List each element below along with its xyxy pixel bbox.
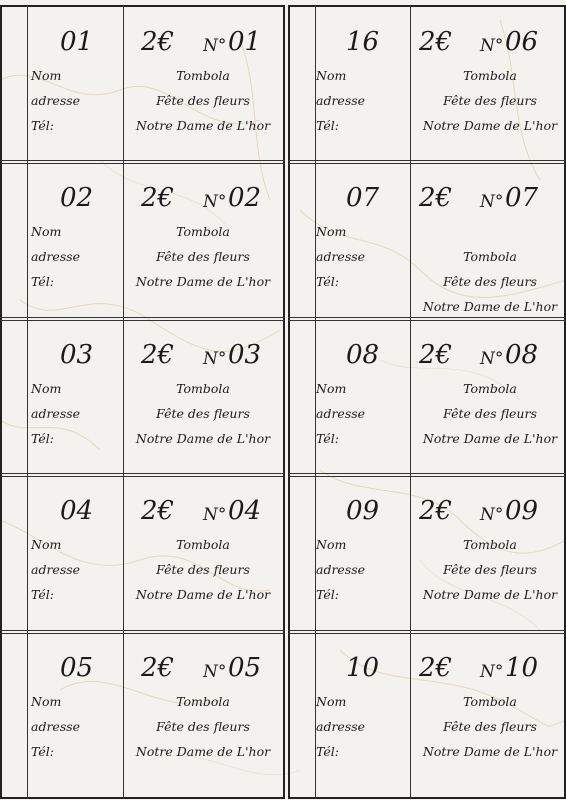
- row-divider-line: [0, 476, 285, 477]
- stub-separator-line: [27, 5, 28, 799]
- name-field-label: Nom: [31, 694, 62, 709]
- phone-field-label: Tél:: [31, 431, 54, 446]
- event-name: Fête des fleurs: [443, 719, 537, 734]
- address-field-label: adresse: [31, 249, 81, 264]
- phone-field-label: Tél:: [31, 274, 54, 289]
- number-sign: N°: [203, 36, 227, 56]
- ticket-separator-line: [410, 5, 411, 799]
- number-sign: N°: [480, 349, 504, 369]
- ticket-number: 01: [228, 27, 262, 57]
- address-field-label: adresse: [31, 93, 81, 108]
- address-field-label: adresse: [31, 562, 81, 577]
- row-divider-line: [288, 163, 566, 164]
- number-sign: N°: [203, 349, 227, 369]
- row-divider-line: [288, 317, 566, 318]
- venue-name: Notre Dame de L'hor: [135, 431, 271, 446]
- ticket-number: 09: [505, 496, 539, 526]
- event-name: Fête des fleurs: [443, 93, 537, 108]
- stub-number: 05: [60, 653, 94, 683]
- name-field-label: Nom: [316, 381, 347, 396]
- row-divider-line: [288, 473, 566, 474]
- name-field-label: Nom: [316, 68, 347, 83]
- address-field-label: adresse: [316, 562, 366, 577]
- row-divider-line: [288, 476, 566, 477]
- stub-number: 04: [60, 496, 94, 526]
- ticket-price: 2€: [141, 183, 175, 213]
- venue-name: Notre Dame de L'hor: [422, 118, 558, 133]
- event-name: Fête des fleurs: [443, 406, 537, 421]
- number-sign: N°: [480, 505, 504, 525]
- venue-name: Notre Dame de L'hor: [422, 431, 558, 446]
- event-name: Fête des fleurs: [156, 406, 250, 421]
- ticket-price: 2€: [419, 27, 453, 57]
- venue-name: Notre Dame de L'hor: [422, 744, 558, 759]
- tombola-label: Tombola: [463, 537, 517, 552]
- stub-number: 10: [346, 653, 380, 683]
- ticket-separator-line: [123, 5, 124, 799]
- row-divider-line: [288, 320, 566, 321]
- ticket-price: 2€: [419, 183, 453, 213]
- tombola-label: Tombola: [176, 537, 230, 552]
- row-divider-line: [288, 633, 566, 634]
- address-field-label: adresse: [316, 93, 366, 108]
- number-sign: N°: [203, 192, 227, 212]
- phone-field-label: Tél:: [31, 587, 54, 602]
- ticket-price: 2€: [419, 340, 453, 370]
- event-name: Fête des fleurs: [443, 562, 537, 577]
- number-sign: N°: [203, 505, 227, 525]
- row-divider-line: [0, 320, 285, 321]
- tombola-label: Tombola: [176, 381, 230, 396]
- event-name: Fête des fleurs: [156, 562, 250, 577]
- address-field-label: adresse: [316, 406, 366, 421]
- event-name: Fête des fleurs: [156, 93, 250, 108]
- name-field-label: Nom: [316, 224, 347, 239]
- stub-number: 09: [346, 496, 380, 526]
- address-field-label: adresse: [31, 719, 81, 734]
- row-divider-line: [288, 630, 566, 631]
- row-divider-line: [0, 163, 285, 164]
- name-field-label: Nom: [31, 537, 62, 552]
- row-divider-line: [288, 160, 566, 161]
- ticket-price: 2€: [419, 653, 453, 683]
- address-field-label: adresse: [316, 249, 366, 264]
- phone-field-label: Tél:: [316, 274, 339, 289]
- tombola-label: Tombola: [463, 694, 517, 709]
- venue-name: Notre Dame de L'hor: [135, 274, 271, 289]
- venue-name: Notre Dame de L'hor: [135, 587, 271, 602]
- ticket-number: 06: [505, 27, 539, 57]
- phone-field-label: Tél:: [316, 587, 339, 602]
- stub-number: 16: [346, 27, 380, 57]
- stub-number: 08: [346, 340, 380, 370]
- number-sign: N°: [480, 192, 504, 212]
- ticket-price: 2€: [141, 27, 175, 57]
- phone-field-label: Tél:: [31, 744, 54, 759]
- stub-number: 02: [60, 183, 94, 213]
- number-sign: N°: [480, 662, 504, 682]
- address-field-label: adresse: [316, 719, 366, 734]
- tombola-label: Tombola: [176, 224, 230, 239]
- number-sign: N°: [203, 662, 227, 682]
- name-field-label: Nom: [316, 537, 347, 552]
- stub-number: 03: [60, 340, 94, 370]
- number-sign: N°: [480, 36, 504, 56]
- ticket-number: 10: [505, 653, 539, 683]
- ticket-price: 2€: [419, 496, 453, 526]
- event-name: Fête des fleurs: [156, 249, 250, 264]
- tombola-label: Tombola: [176, 694, 230, 709]
- venue-name: Notre Dame de L'hor: [135, 118, 271, 133]
- phone-field-label: Tél:: [316, 431, 339, 446]
- ticket-price: 2€: [141, 653, 175, 683]
- row-divider-line: [0, 317, 285, 318]
- name-field-label: Nom: [31, 381, 62, 396]
- row-divider-line: [0, 630, 285, 631]
- venue-name: Notre Dame de L'hor: [422, 587, 558, 602]
- ticket-number: 08: [505, 340, 539, 370]
- tombola-label: Tombola: [463, 381, 517, 396]
- ticket-number: 07: [505, 183, 539, 213]
- address-field-label: adresse: [31, 406, 81, 421]
- name-field-label: Nom: [31, 68, 62, 83]
- tombola-label: Tombola: [176, 68, 230, 83]
- ticket-number: 04: [228, 496, 262, 526]
- row-divider-line: [0, 473, 285, 474]
- event-name: Fête des fleurs: [443, 274, 537, 289]
- ticket-number: 03: [228, 340, 262, 370]
- tombola-label: Tombola: [463, 249, 517, 264]
- phone-field-label: Tél:: [316, 118, 339, 133]
- ticket-number: 05: [228, 653, 262, 683]
- ticket-price: 2€: [141, 496, 175, 526]
- row-divider-line: [0, 160, 285, 161]
- stub-number: 01: [60, 27, 94, 57]
- phone-field-label: Tél:: [316, 744, 339, 759]
- phone-field-label: Tél:: [31, 118, 54, 133]
- stub-number: 07: [346, 183, 380, 213]
- event-name: Fête des fleurs: [156, 719, 250, 734]
- name-field-label: Nom: [316, 694, 347, 709]
- ticket-price: 2€: [141, 340, 175, 370]
- venue-name: Notre Dame de L'hor: [135, 744, 271, 759]
- row-divider-line: [0, 633, 285, 634]
- tombola-label: Tombola: [463, 68, 517, 83]
- ticket-number: 02: [228, 183, 262, 213]
- name-field-label: Nom: [31, 224, 62, 239]
- venue-name: Notre Dame de L'hor: [422, 299, 558, 314]
